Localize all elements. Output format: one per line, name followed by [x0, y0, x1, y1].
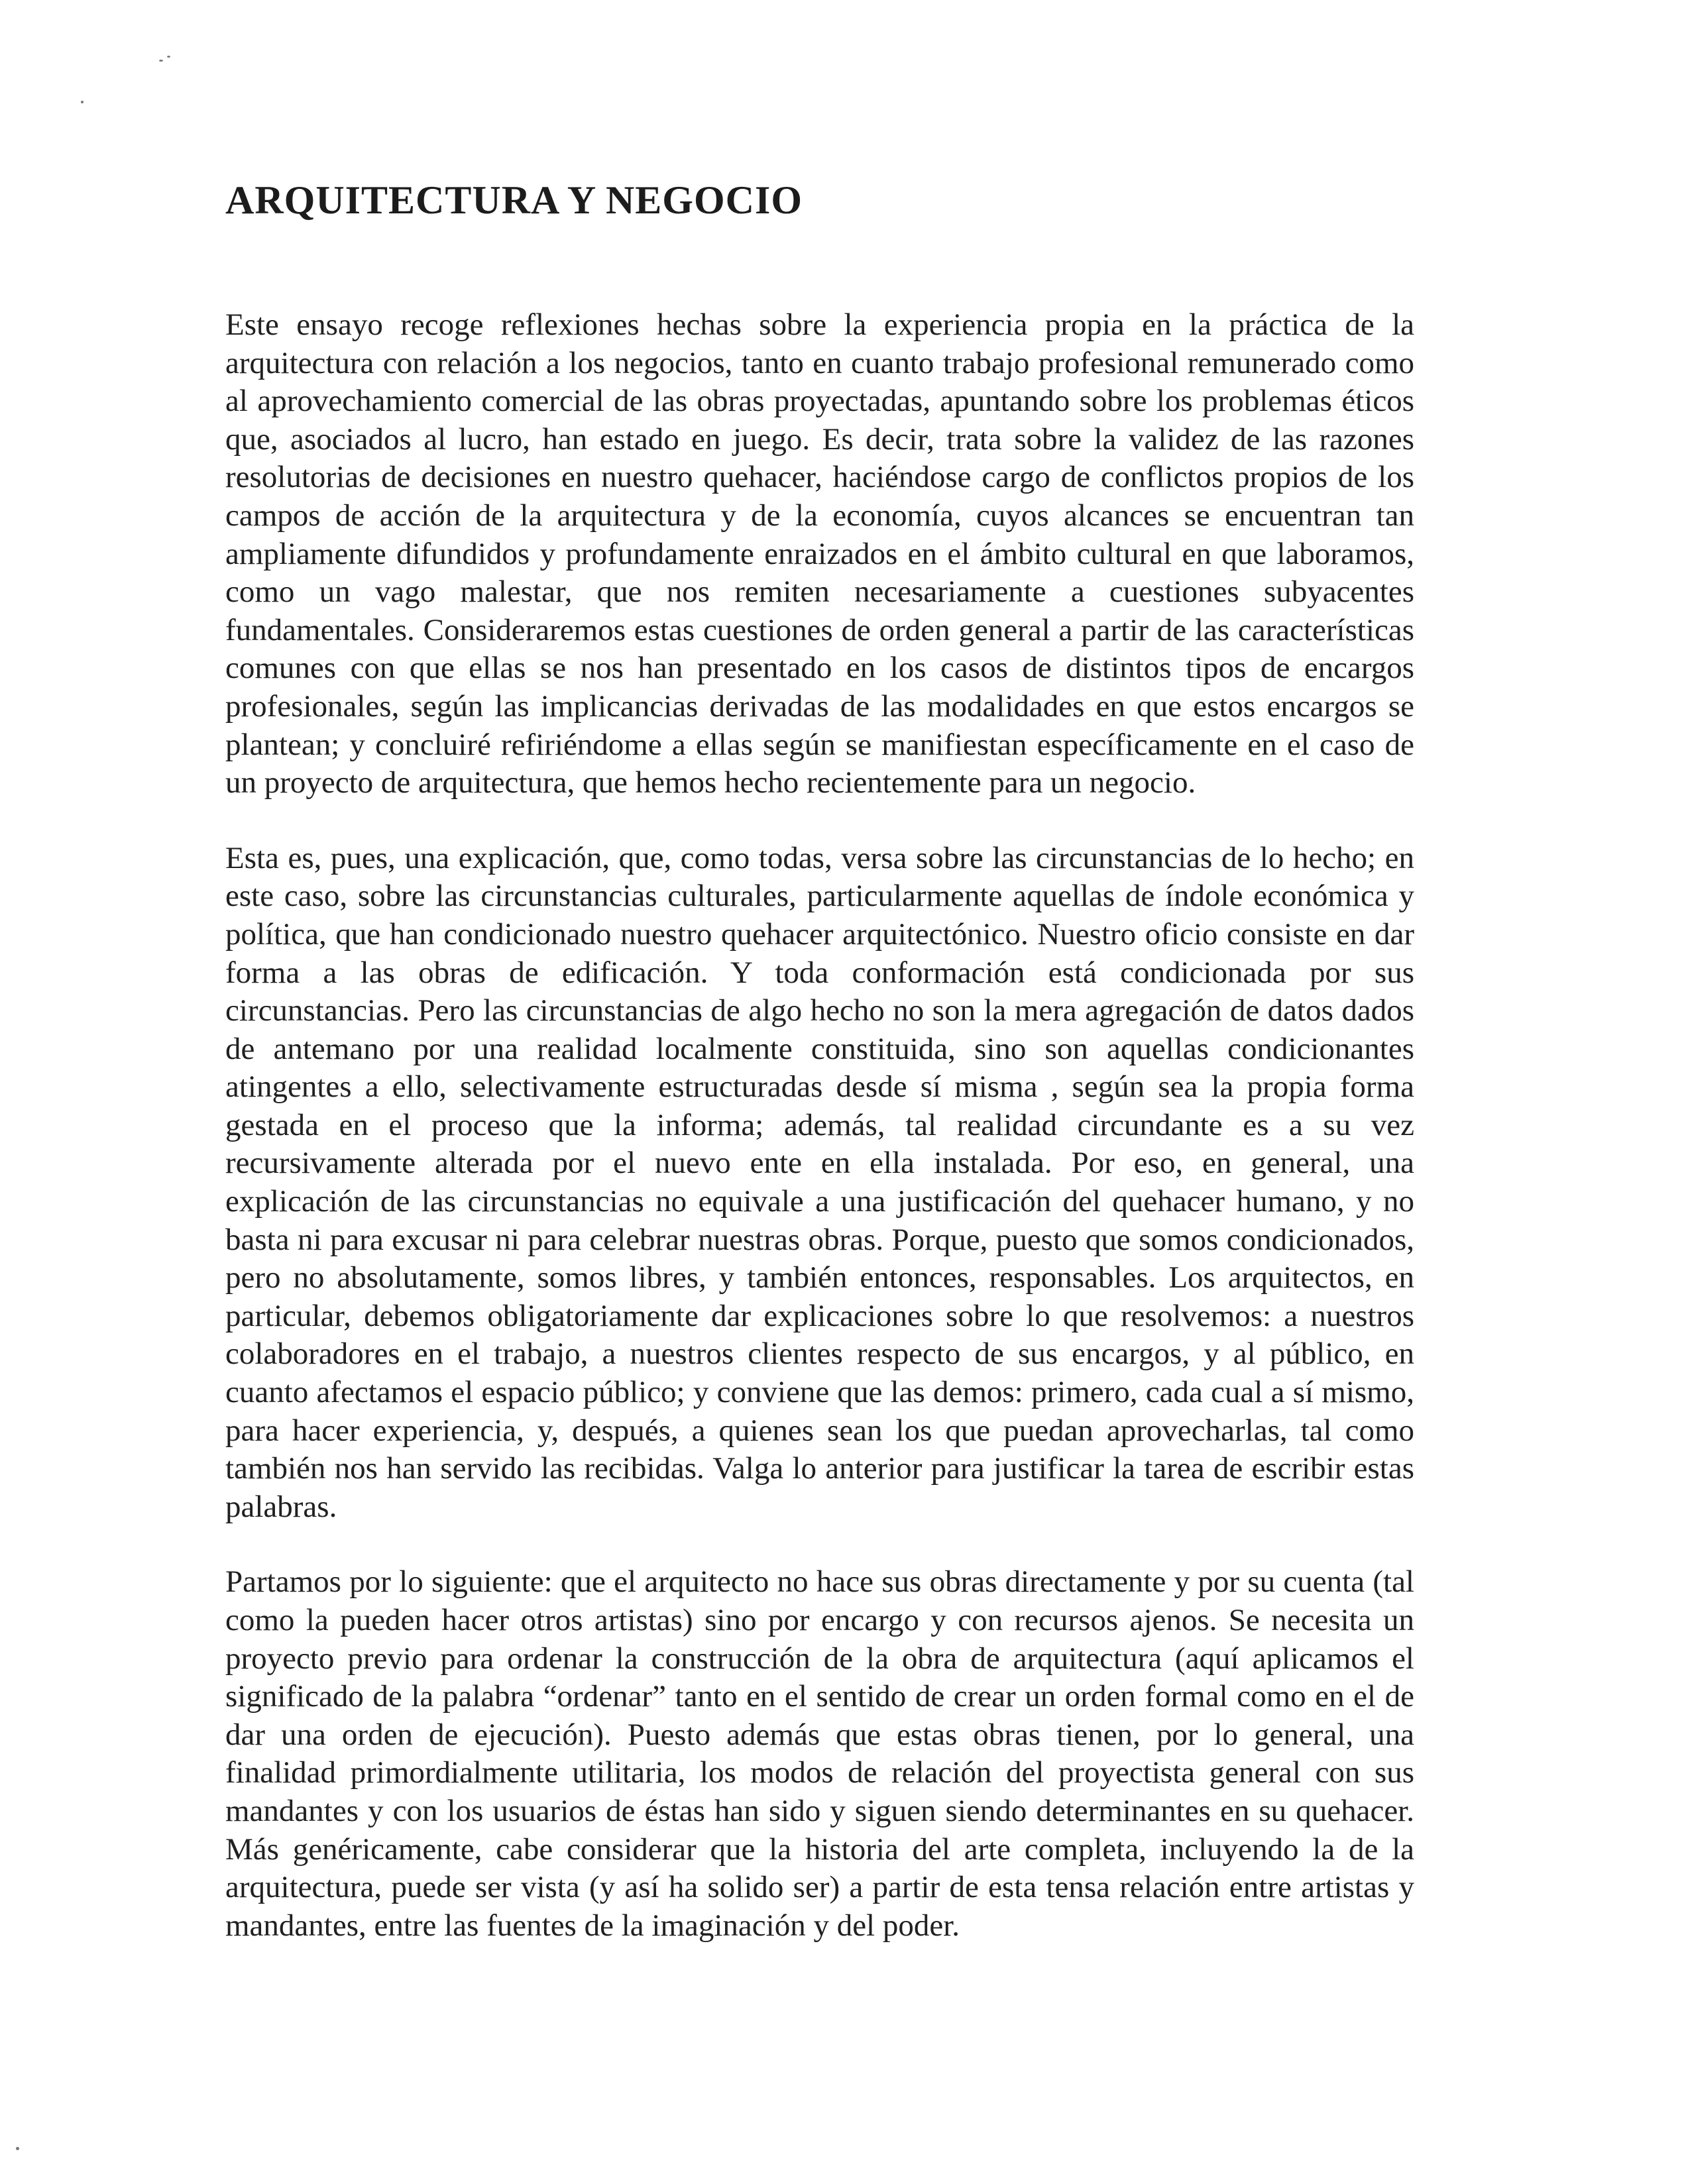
paragraph-1: Este ensayo recoge reflexiones hechas sobre la experiencia propia en la práctica de la arquitectura con relación a los negocios, tanto en cuanto trabajo profesional remunerado como al aprovechamiento comercial de las obras proyectadas, apuntando sobre los problemas éticos que, asociados al lucro, han estado en juego. Es decir, trata sobre la validez de las razones resolutorias de decisiones en nuestro quehacer, haciéndose cargo de conflictos propios de los campos de acción de la arquitectura y de la economía, cuyos alcances se encuentran tan ampliamente difundidos y profundamente enraizados en el ámbito cultural en que laboramos, como un vago malestar, que nos remiten necesariamente a cuestiones subyacentes fundamentales. Consideraremos estas cuestiones de orden general a partir de las características comunes con que ellas se nos han presentado en los casos de distintos tipos de encargos profesionales, según las implicancias derivadas de las modalidades en que estos encargos se plantean; y concluiré refiriéndome a ellas según se manifiestan específicamente en el caso de un proyecto de arquitectura, que hemos hecho recientemente para un negocio.: [225, 307, 1414, 800]
paragraph-2: Esta es, pues, una explicación, que, como todas, versa sobre las circunstancias de lo hecho; en este caso, sobre las circunstancias culturales, particularmente aquellas de índole económica y política, que han condicionado nuestro quehacer arquitectónico. Nuestro oficio consiste en dar forma a las obras de edificación. Y toda conformación está condicionada por sus circunstancias. Pero las circunstancias de algo hecho no son la mera agregación de datos dados de antemano por una realidad localmente constituida, sino son aquellas condicionantes atingentes a ello, selectivamente estructuradas desde sí misma , según sea la propia forma gestada en el proceso que la informa; además, tal realidad circundante es a su vez recursivamente alterada por el nuevo ente en ella instalada. Por eso, en general, una explicación de las circunstancias no equivale a una justificación del quehacer humano, y no basta ni para excusar ni para celebrar nuestras obras. Porque, puesto que somos condicionados, pero no absolutamente, somos libres, y también entonces, responsables. Los arquitectos, en particular, debemos obligatoriamente dar explicaciones sobre lo que resolvemos: a nuestros colaboradores en el trabajo, a nuestros clientes respecto de sus encargos, y al público, en cuanto afectamos el espacio público; y conviene que las demos: primero, cada cual a sí mismo, para hacer experiencia, y, después, a quienes sean los que puedan aprovecharlas, tal como también nos han servido las recibidas. Valga lo anterior para justificar la tarea de escribir estas palabras.: [225, 840, 1414, 1524]
document-body: [225, 306, 1414, 1982]
scan-speck: [16, 2147, 19, 2150]
scan-speck: [167, 56, 170, 58]
paragraph-3: Partamos por lo siguiente: que el arquitecto no hace sus obras directamente y por su cuenta (tal como la pueden hacer otros artistas) sino por encargo y con recursos ajenos. Se necesita un proyecto previo para ordenar la construcción de la obra de arquitectura (aquí aplicamos el significado de la palabra “ordenar” tanto en el sentido de crear un orden formal como en el de dar una orden de ejecución). Puesto además que estas obras tienen, por lo general, una finalidad primordialmente utilitaria, los modos de relación del proyectista general con sus mandantes y con los usuarios de éstas han sido y siguen siendo determinantes en su quehacer. Más genéricamente, cabe considerar que la historia del arte completa, incluyendo la de la arquitectura, puede ser vista (y así ha solido ser) a partir de esta tensa relación entre artistas y mandantes, entre las fuentes de la imaginación y del poder.: [225, 1564, 1414, 1943]
scan-speck: [81, 101, 84, 103]
document-title: ARQUITECTURA Y NEGOCIO: [225, 178, 803, 222]
scan-speck: [159, 60, 163, 62]
